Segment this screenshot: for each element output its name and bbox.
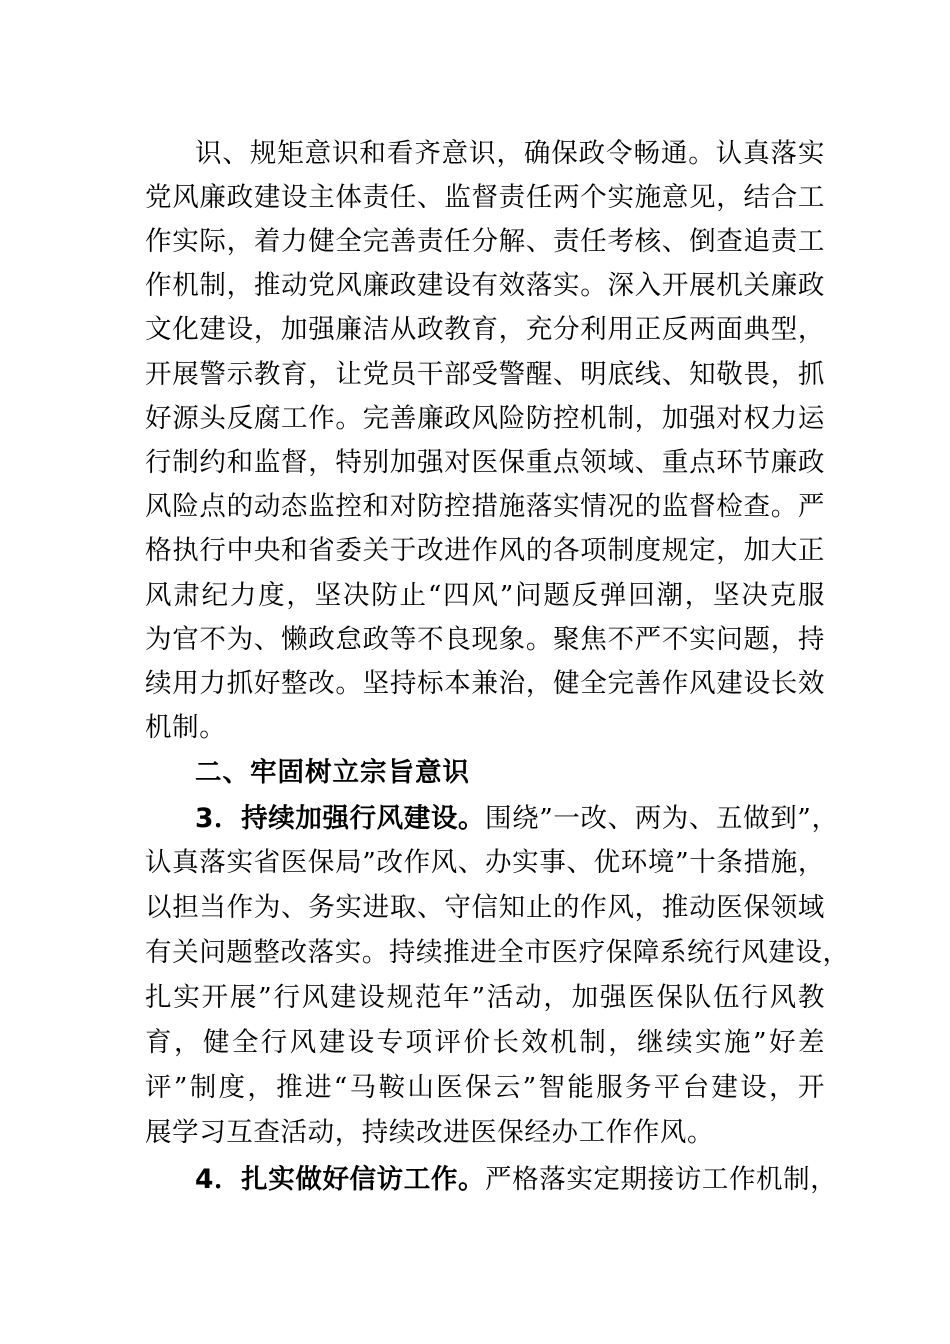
section-heading: 二、牢固树立宗旨意识: [195, 757, 470, 788]
paragraph-1-line-13: 续用力抓好整改。坚持标本兼治，健全完善作风建设长效: [145, 668, 825, 699]
paragraph-1-line-8: 行制约和监督，特别加强对医保重点领域、重点环节廉政: [145, 447, 825, 478]
item-4-first-line-text: 严格落实定期接访工作机制，: [485, 1164, 838, 1195]
paragraph-1-line-3: 作实际，着力健全完善责任分解、责任考核、倒查追责工: [145, 226, 825, 257]
item-3-line-8: 展学习互查活动，持续改进医保经办工作作风。: [145, 1117, 715, 1148]
item-3-line-5: 扎实开展”行风建设规范年”活动，加强医保队伍行风教: [145, 982, 825, 1013]
paragraph-1-line-2: 党风廉政建设主体责任、监督责任两个实施意见，结合工: [145, 182, 825, 213]
item-3-line-3: 以担当作为、务实进取、守信知止的作风，推动医保领域: [145, 892, 825, 923]
item-4-first-line: [195, 1157, 838, 1202]
paragraph-1-line-14: 机制。: [145, 712, 227, 743]
item-3-line-6: 育，健全行风建设专项评价长效机制，继续实施”好差: [145, 1027, 825, 1058]
item-3-first-line-text: 围绕”一改、两为、五做到”，: [485, 803, 839, 834]
item-3-first-line: [195, 796, 839, 841]
item-3-line-7: 评”制度，推进“马鞍山医保云”智能服务平台建设，开: [145, 1072, 825, 1103]
paragraph-1-line-10: 格执行中央和省委关于改进作风的各项制度规定，加大正: [145, 535, 825, 566]
paragraph-1-line-9: 风险点的动态监控和对防控措施落实情况的监督检查。严: [145, 491, 825, 522]
paragraph-1-line-7: 好源头反腐工作。完善廉政风险防控机制，加强对权力运: [145, 403, 825, 434]
item-3-line-2: 认真落实省医保局”改作风、办实事、优环境”十条措施，: [145, 847, 825, 878]
paragraph-1-line-1: 识、规矩意识和看齐意识，确保政令畅通。认真落实: [195, 138, 825, 169]
paragraph-1-line-5: 文化建设，加强廉洁从政教育，充分利用正反两面典型，: [145, 314, 825, 345]
item-3-title: 3．持续加强行风建设。: [195, 803, 486, 834]
paragraph-1-line-11: 风肃纪力度，坚决防止“四风”问题反弹回潮，坚决克服: [145, 580, 825, 611]
item-4-title: 4．扎实做好信访工作。: [195, 1164, 486, 1195]
paragraph-1-line-12: 为官不为、懒政怠政等不良现象。聚焦不严不实问题，持: [145, 624, 825, 655]
paragraph-1-line-6: 开展警示教育，让党员干部受警醒、明底线、知敬畏，抓: [145, 359, 825, 390]
paragraph-1-line-4: 作机制，推动党风廉政建设有效落实。深入开展机关廉政: [145, 270, 825, 301]
item-3-line-4: 有关问题整改落实。持续推进全市医疗保障系统行风建设，: [145, 937, 850, 968]
